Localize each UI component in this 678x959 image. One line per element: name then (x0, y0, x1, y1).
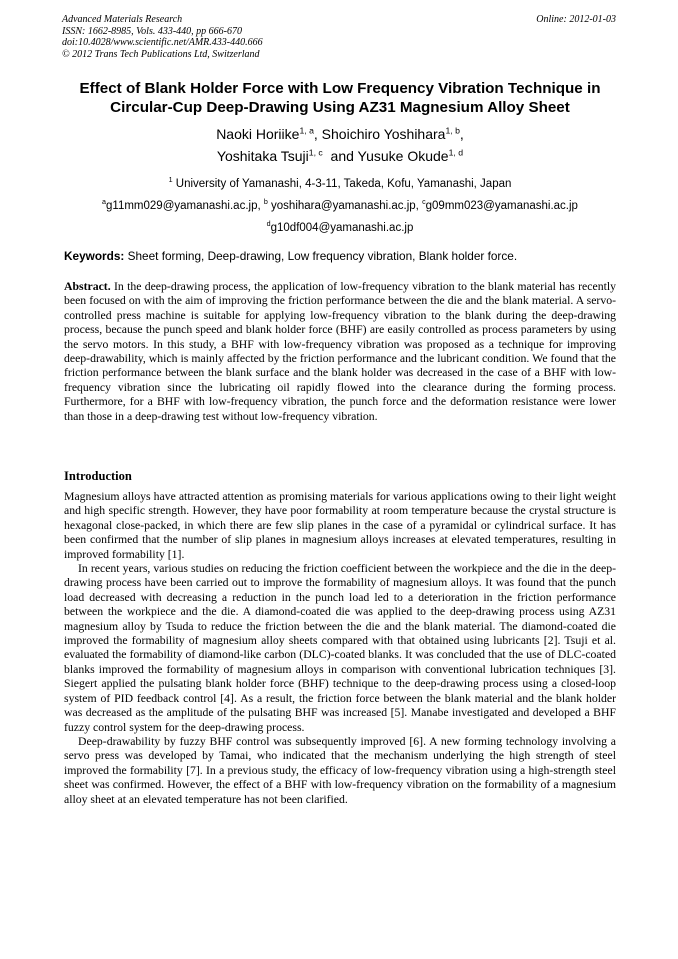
journal-header (62, 14, 616, 60)
affiliation-line (40, 175, 640, 193)
doi-line: doi:10.4028/www.scientific.net/AMR.433-440.666 (62, 37, 263, 48)
introduction-body (64, 490, 616, 807)
author-name: , Shoichiro Yoshihara (313, 126, 446, 142)
author-name: Naoki Horiike (216, 126, 300, 142)
paper-title (40, 79, 640, 117)
author-name: and Yusuke Okude (322, 148, 449, 164)
email-sup: a (102, 198, 107, 207)
paragraph: Deep-drawability by fuzzy BHF control was subsequently improved [6]. A new forming technology involving a servo press was developed by Tamai, who indicated that the mechanism underlying the high strength of steel improved the formability [7]. In a previous study, the efficacy of low-frequency vibration using a high-strength steel sheet was confirmed. However, the effect of a BHF with low-frequency vibration on the formability of a magnesium alloy sheet at an elevated temperature has not been clarified. (64, 734, 616, 806)
affiliation-block (40, 175, 640, 237)
abstract-text: In the deep-drawing process, the application of low-frequency vibration to the blank material has recently been focused on with the aim of improving the friction performance between the die and the blank material. A servo-controlled press machine is suitable for applying low-frequency vibration to the blank during the deep-drawing process, because the punch speed and blank holder force (BHF) are easily controlled as process parameters by using the servo motors. In this study, a BHF with low-frequency vibration was proposed as a technique for improving deep-drawability, which is mainly affected by the friction performance and the lubricant condition. We found that the friction performance between the blank surface and the blank holder was decreased in the case of a BHF with low-frequency vibration since the lubricating oil rapidly flowed into the clearance during the forming process. Furthermore, for a BHF with low-frequency vibration, the punch force and the deformation resistance were lower than those in a deep-drawing test without low-frequency vibration. (64, 280, 616, 423)
author-sup: 1, a (299, 125, 314, 136)
title-line-2: Circular-Cup Deep-Drawing Using AZ31 Magnesium Alloy Sheet (110, 99, 570, 116)
copyright-line: © 2012 Trans Tech Publications Ltd, Switzerland (62, 48, 260, 60)
author-name: Yoshitaka Tsuji (216, 148, 309, 164)
affiliation-text: University of Yamanashi, 4-3-11, Takeda, Kofu, Yamanashi, Japan (172, 178, 512, 190)
email-address: yoshihara@yamanashi.ac.jp, (267, 200, 423, 212)
journal-name: Advanced Materials Research (62, 14, 183, 25)
title-line-1: Effect of Blank Holder Force with Low Frequency Vibration Technique in (79, 80, 601, 97)
email-sup: d (266, 220, 271, 229)
author-separator: , (459, 126, 464, 142)
online-date: Online: 2012-01-03 (536, 14, 616, 25)
author-list (40, 123, 640, 167)
abstract-label: Abstract. (64, 280, 111, 293)
email-sup: b (263, 198, 268, 207)
email-address: g11mm029@yamanashi.ac.jp, (106, 200, 264, 212)
email-address: g09mm023@yamanashi.ac.jp (425, 200, 578, 212)
abstract (64, 280, 616, 424)
author-line-1 (40, 123, 640, 145)
affiliation-sup: 1 (168, 176, 173, 185)
email-address: g10df004@yamanashi.ac.jp (270, 222, 414, 234)
email-sup: c (422, 198, 426, 207)
author-sup: 1, c (308, 147, 323, 158)
paragraph: Magnesium alloys have attracted attention as promising materials for various applications owing to their light weight and high specific strength. However, they have poor formability at room temperature because the crystal structure is hexagonal close-packed, in which there are few slip planes in the case of a pyramidal or cylindrical surface. It has been confirmed that the number of slip planes in magnesium alloys increases at elevated temperatures, resulting in improved formability [1]. (64, 490, 616, 561)
paragraph: In recent years, various studies on reducing the friction coefficient between the workpiece and the die in the deep-drawing process have been carried out to improve the formability of magnesium alloys. It was found that the punch load decreased with decreasing a reduction in the punch load led to a deterioration in the friction performance between the workpiece and the die. A diamond-coated die was applied to the deep-drawing process using AZ31 magnesium alloy by Tsuda to reduce the friction between the die and the blank material. The diamond-coated die improved the formability of magnesium alloy sheets compared with that obtained using lubricants [2]. Tsuji et al. evaluated the formability of diamond-like carbon (DLC)-coated blanks. It was concluded that the use of DLC-coated blanks improved the formability of magnesium alloys in comparison with conventional lubrication techniques [3]. Siegert applied the pulsating blank holder force (BHF) technique to the deep-drawing process using a closed-loop system of PID feedback control [4]. As a result, the friction force between the blank material and the blank holder was decreased as the amplitude of the pulsating BHF was increased [5]. Manabe investigated and developed a BHF fuzzy control system for the deep-drawing process. (64, 562, 616, 734)
issn-line: ISSN: 1662-8985, Vols. 433-440, pp 666-670 (62, 25, 242, 37)
email-line (40, 219, 640, 237)
keywords-text: Sheet forming, Deep-drawing, Low frequency vibration, Blank holder force. (124, 249, 518, 263)
section-heading-introduction: Introduction (64, 469, 132, 483)
keywords-label: Keywords: (64, 249, 125, 263)
author-sup: 1, d (448, 147, 464, 158)
author-sup: 1, b (445, 125, 460, 136)
keywords (64, 249, 616, 264)
author-line-2 (40, 145, 640, 167)
email-line (40, 197, 640, 215)
